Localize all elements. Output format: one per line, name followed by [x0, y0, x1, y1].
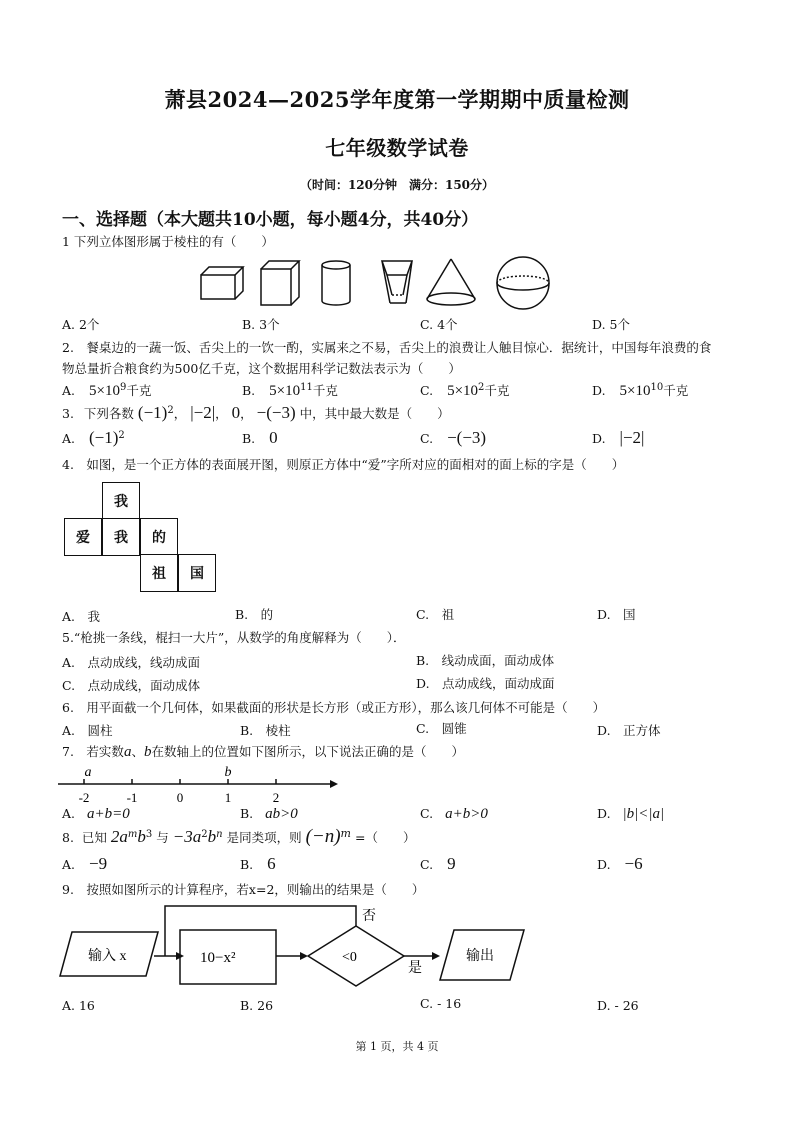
q8-term1-exp2: 3: [145, 828, 153, 840]
q1-option-c[interactable]: C. 4个: [420, 317, 458, 332]
q2-option-b-exp: 11: [300, 381, 313, 393]
q5-option-d[interactable]: D. 点动成线，面动成面: [416, 676, 555, 691]
q8-number: 8.: [62, 830, 74, 845]
q1-option-a[interactable]: A. 2个: [62, 317, 100, 332]
frustum-icon: [382, 261, 412, 303]
q2-option-c-unit: 千克: [484, 383, 510, 398]
q7-option-c-value: a+b>0: [445, 806, 488, 822]
q8-option-b-value: 6: [267, 854, 276, 873]
net-cell-6: 国: [178, 554, 216, 592]
q8-term1: 2a: [110, 827, 128, 846]
q2-option-b-base: 5×10: [269, 383, 301, 399]
q7-option-d[interactable]: [597, 806, 664, 823]
flowchart: [50, 900, 530, 990]
q7-sep: 、: [131, 744, 144, 759]
exam-title: 萧县2024—2025学年度第一学期期中质量检测: [164, 87, 630, 112]
q8-post: 是同类项，则: [226, 830, 302, 845]
question-4-stem: 4. 如图，是一个正方体的表面展开图，则原正方体中“爱”字所对应的面相对的面上标的字是（ ）: [62, 457, 625, 472]
flow-arrow-icon: [300, 952, 308, 960]
q8-mid: 与: [156, 830, 169, 845]
q3-option-a-value: (−1): [89, 428, 119, 447]
q7-option-a-label: A.: [62, 806, 76, 821]
q2-option-a-exp: 9: [119, 381, 127, 393]
page-footer: 第 1 页，共 4 页: [355, 1040, 439, 1053]
q3-option-a-exp: 2: [118, 429, 125, 441]
q3-option-b-value: 0: [269, 428, 278, 447]
number-line-point-a: a: [84, 765, 92, 780]
q7-option-a[interactable]: [62, 806, 130, 823]
q7-option-b-value: ab>0: [265, 806, 298, 822]
q8-option-c-label: C.: [420, 857, 434, 872]
cube-net: [62, 478, 232, 598]
q8-option-c[interactable]: [420, 854, 456, 874]
exam-subtitle: 七年级数学试卷: [325, 136, 469, 160]
q8-term1-b: b: [137, 827, 146, 846]
q3-expr4: −(−3): [256, 403, 296, 422]
q8-option-d-label: D.: [597, 857, 611, 872]
number-line-point-b: b: [224, 765, 232, 780]
q3-sep: ，: [173, 406, 187, 421]
section-heading: 一、选择题（本大题共10小题，每小题4分，共40分）: [62, 210, 479, 230]
question-1-stem: 1 下列立体图形属于棱柱的有（ ）: [62, 234, 274, 249]
q7-option-d-value: |b|<|a|: [622, 806, 665, 822]
q7-option-b[interactable]: [240, 806, 298, 823]
question-5-stem: 5.“枪挑一条线，棍扫一大片”，从数学的角度解释为（ ）．: [62, 630, 406, 645]
q9-option-d[interactable]: D. - 26: [597, 998, 639, 1013]
cylinder-icon: [322, 261, 350, 305]
net-cell-5: 祖: [140, 554, 178, 592]
flow-process-label: 10−x²: [200, 950, 236, 966]
q2-option-d[interactable]: [592, 381, 688, 400]
q7-stem-pre: 7. 若实数: [62, 744, 124, 759]
q4-option-b[interactable]: B. 的: [235, 607, 274, 622]
number-line-tick-label: 1: [224, 790, 232, 805]
question-8-stem: [62, 826, 415, 848]
question-2-stem-line2: 物总量折合粮食约为500亿千克，这个数据用科学记数法表示为（ ）: [62, 361, 461, 376]
flow-condition-label: <0: [342, 950, 357, 965]
question-3-stem: [62, 403, 450, 423]
q3-option-a[interactable]: [62, 428, 125, 448]
q8-term2: −3a: [172, 827, 202, 846]
cube-icon: [261, 261, 299, 305]
q9-option-c[interactable]: C. - 16: [420, 996, 462, 1011]
q3-option-b[interactable]: [242, 428, 278, 448]
q2-option-c-base: 5×10: [447, 383, 479, 399]
question-6-stem: 6. 用平面截一个几何体，如果截面的形状是长方形（或正方形），那么该几何体不可能是（ ）: [62, 700, 606, 715]
q8-term2-exp1: 2: [201, 828, 208, 840]
q8-option-a-value: −9: [89, 854, 108, 873]
q8-term2-b: b: [207, 827, 217, 846]
q8-option-d[interactable]: [597, 854, 643, 874]
number-line-arrow-icon: [330, 780, 338, 788]
sphere-icon: [497, 257, 549, 309]
q2-option-a-label: A.: [62, 383, 76, 398]
q1-shapes: [195, 255, 565, 315]
q2-option-d-base: 5×10: [619, 383, 651, 399]
q7-option-b-label: B.: [240, 806, 254, 821]
flow-output-label: 输出: [466, 949, 494, 964]
flow-arrow-icon: [432, 952, 440, 960]
q8-tail: =（ ）: [354, 830, 416, 845]
q5-option-a[interactable]: A. 点动成线，线动成面: [62, 655, 201, 670]
net-cell-4: 的: [140, 518, 178, 556]
q8-term2-exp2: n: [216, 828, 223, 840]
q3-option-d-value: |−2|: [619, 428, 645, 447]
q7-option-a-value: a+b=0: [87, 806, 130, 822]
q2-option-d-label: D.: [592, 383, 606, 398]
q4-option-c[interactable]: C. 祖: [416, 607, 455, 622]
q3-option-a-label: A.: [62, 431, 76, 446]
q6-option-b[interactable]: B. 棱柱: [240, 723, 291, 738]
q3-option-b-label: B.: [242, 431, 256, 446]
q8-expr-exp: m: [340, 826, 351, 840]
q3-option-d-label: D.: [592, 431, 606, 446]
q3-text-pre: 下列各数: [83, 406, 134, 421]
q8-option-a[interactable]: [62, 854, 107, 874]
q8-option-b[interactable]: [240, 854, 276, 874]
q3-option-d[interactable]: [592, 428, 644, 448]
question-9-stem: 9. 按照如图所示的计算程序，若x=2，则输出的结果是（ ）: [62, 882, 425, 897]
q9-option-b[interactable]: B. 26: [240, 998, 274, 1013]
q2-option-d-unit: 千克: [663, 383, 689, 398]
q3-expr1: (−1): [137, 403, 168, 422]
net-cell-1: 我: [102, 482, 140, 520]
q3-number: 3.: [62, 406, 74, 421]
q4-option-d[interactable]: D. 国: [597, 607, 636, 622]
q5-option-c[interactable]: C. 点动成线，面动成体: [62, 678, 201, 693]
q3-option-c-value: −(−3): [447, 428, 487, 447]
question-2-stem-line1: 2. 餐桌边的一蔬一饭、舌尖上的一饮一酌，实属来之不易，舌尖上的浪费让人触目惊心．据统计，中国每年浪费的食: [62, 340, 712, 355]
cuboid-icon: [201, 267, 243, 299]
q6-option-a[interactable]: A. 圆柱: [62, 723, 113, 738]
q2-option-b-label: B.: [242, 383, 256, 398]
number-line-tick-label: -1: [126, 790, 138, 805]
q8-option-c-value: 9: [447, 854, 456, 873]
q8-option-a-label: A.: [62, 857, 76, 872]
q7-option-d-label: D.: [597, 806, 611, 821]
q2-option-c-label: C.: [420, 383, 434, 398]
q8-term1-exp1: m: [127, 828, 138, 840]
cone-icon: [427, 259, 475, 305]
q3-option-c-label: C.: [420, 431, 434, 446]
q3-text-post: 中，其中最大数是（ ）: [299, 406, 450, 421]
number-line-tick-label: -2: [78, 790, 90, 805]
flow-no-label: 否: [362, 909, 376, 924]
q3-expr2: |−2|: [190, 403, 216, 422]
q7-var-a: a: [123, 744, 132, 760]
net-cell-3: 我: [102, 518, 140, 556]
q7-option-c-label: C.: [420, 806, 434, 821]
q1-option-b[interactable]: B. 3个: [242, 317, 280, 332]
q2-option-a[interactable]: [62, 381, 151, 400]
flow-input-label: 输入 x: [88, 949, 127, 964]
question-7-stem: [62, 742, 464, 761]
q3-sep: ，: [215, 406, 228, 421]
number-line-tick-label: 2: [272, 790, 280, 805]
q3-expr3: 0: [231, 403, 241, 422]
q2-option-d-exp: 10: [650, 381, 664, 393]
q2-option-a-unit: 千克: [126, 383, 152, 398]
q2-option-b-unit: 千克: [312, 383, 338, 398]
q6-option-d[interactable]: D. 正方体: [597, 723, 661, 738]
q8-option-d-value: −6: [624, 854, 643, 873]
q3-sep: ，: [240, 406, 253, 421]
q3-option-c[interactable]: [420, 428, 486, 448]
exam-meta: （时间：120分钟 满分：150分）: [299, 178, 495, 192]
q8-expr: (−n): [305, 826, 341, 847]
number-line: [58, 760, 338, 808]
q5-option-b[interactable]: B. 线动成面，面动成体: [416, 653, 555, 668]
q6-option-c[interactable]: C. 圆锥: [416, 721, 467, 736]
q3-expr1-exp: 2: [167, 404, 174, 416]
flow-yes-label: 是: [408, 961, 422, 976]
q1-option-d[interactable]: D. 5个: [592, 317, 630, 332]
q4-option-a[interactable]: A. 我: [62, 609, 101, 624]
q2-option-a-base: 5×10: [89, 383, 120, 399]
number-line-tick-label: 0: [176, 790, 184, 805]
q8-pre: 已知: [81, 830, 107, 845]
q8-option-b-label: B.: [240, 857, 254, 872]
q7-option-c[interactable]: [420, 806, 488, 823]
net-cell-2: 爱: [64, 518, 102, 556]
q2-option-b[interactable]: [242, 381, 338, 400]
q2-option-c-exp: 2: [478, 381, 485, 393]
q7-stem-post: 在数轴上的位置如下图所示，以下说法正确的是（ ）: [151, 744, 464, 759]
q7-var-b: b: [143, 744, 152, 760]
q9-option-a[interactable]: A. 16: [62, 998, 95, 1013]
q2-option-c[interactable]: [420, 381, 509, 400]
